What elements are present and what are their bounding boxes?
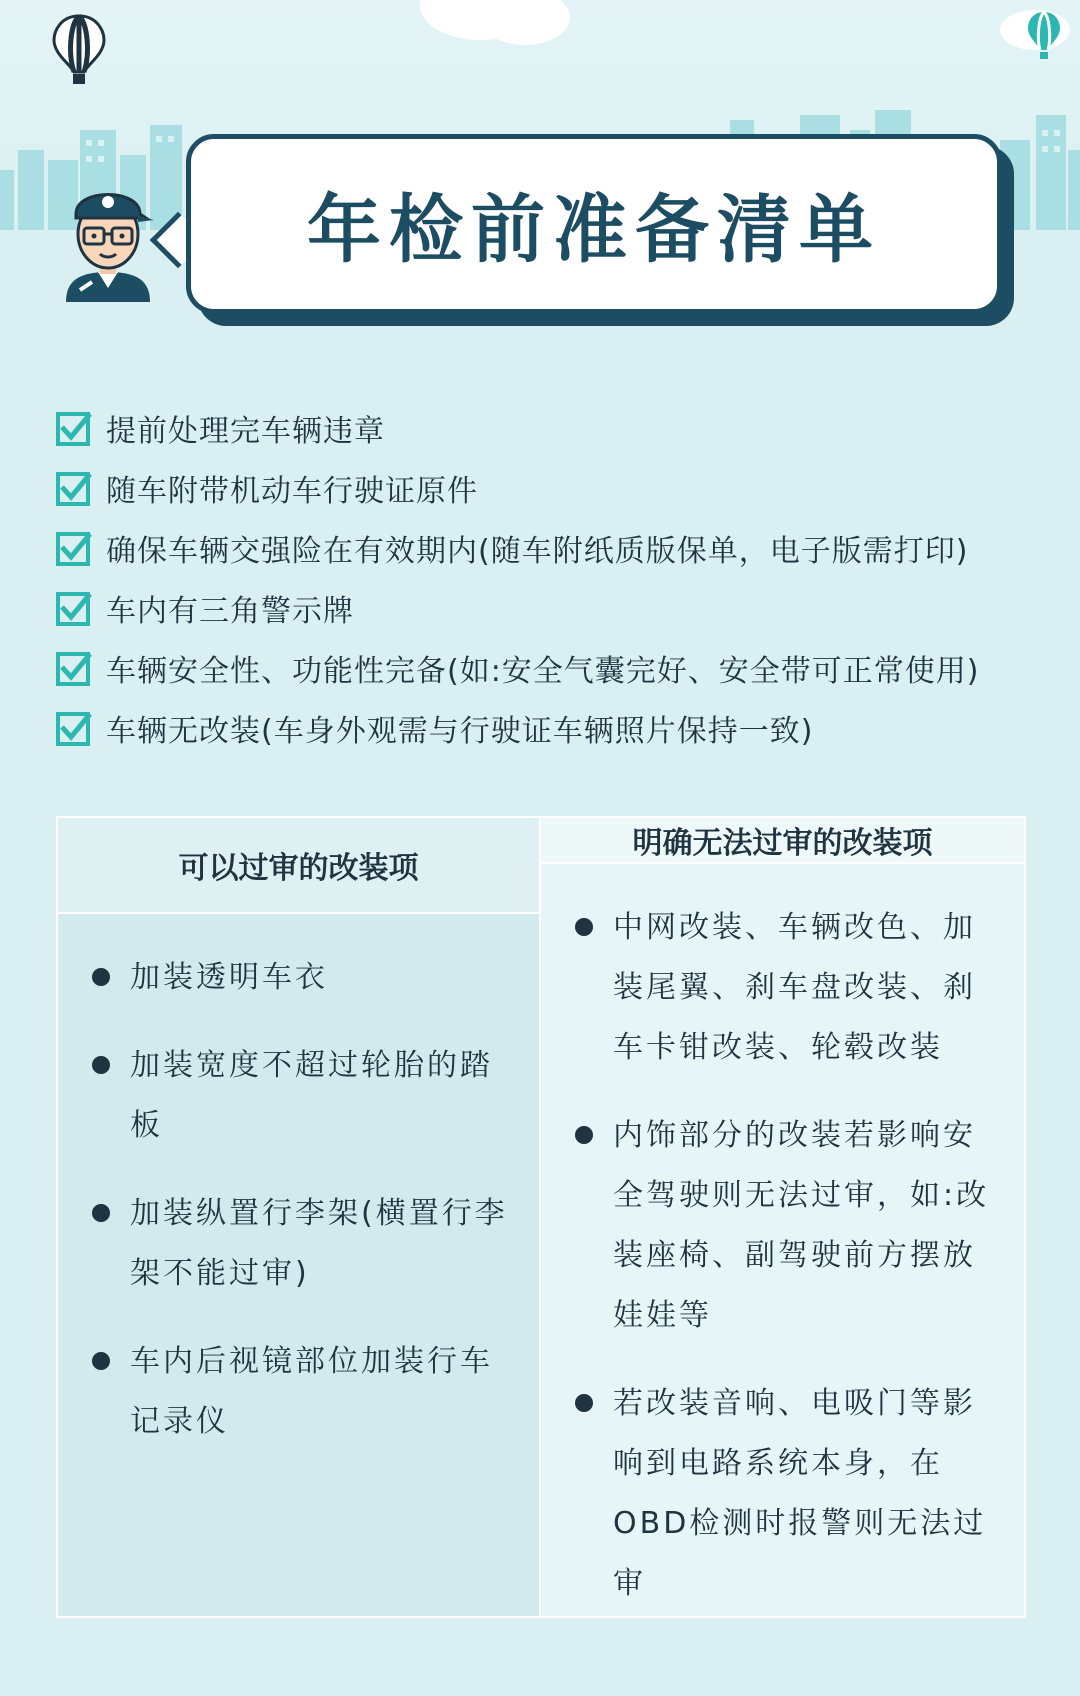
checklist-item [56,698,1056,758]
disallowed-column [541,818,1024,1616]
disallowed-list [541,864,1024,1642]
bullet-dot [92,1204,110,1222]
checklist-item [56,518,1056,578]
checklist-item-text: 车辆安全性、功能性完备(如:安全气囊完好、安全带可正常使用) [106,654,980,689]
mechanic-avatar [60,172,156,302]
list-item [92,1332,517,1452]
list-item-text: 若改装音响、电吸门等影响到电路系统本身，在OBD检测时报警则无法过审 [613,1386,987,1601]
bullet-dot [575,1126,593,1144]
modification-table [56,816,1026,1618]
checklist-item-text: 确保车辆交强险在有效期内(随车附纸质版保单，电子版需打印) [106,534,969,569]
checklist-item-text: 车辆无改装(车身外观需与行驶证车辆照片保持一致) [106,714,814,749]
list-item [92,1036,517,1156]
list-item [92,1184,517,1304]
list-item [92,948,517,1008]
checklist-item-text: 提前处理完车辆违章 [106,414,385,449]
disallowed-column-header: 明确无法过审的改装项 [541,818,1024,864]
checkbox-checked-icon [56,410,92,446]
checklist-item-text: 随车附带机动车行驶证原件 [106,474,478,509]
checkbox-checked-icon [56,590,92,626]
list-item-text: 加装宽度不超过轮胎的踏板 [130,1048,493,1143]
list-item [575,898,1002,1078]
checkbox-checked-icon [56,650,92,686]
checklist-item [56,458,1056,518]
checklist-item [56,638,1056,698]
list-item-text: 加装纵置行李架(横置行李架不能过审) [130,1196,508,1291]
header-card [186,134,1002,314]
list-item [575,1106,1002,1346]
list-item [575,1374,1002,1614]
hot-air-balloon-icon [52,14,106,86]
checklist-item [56,578,1056,638]
bullet-dot [92,1056,110,1074]
allowed-column-header: 可以过审的改装项 [58,818,539,914]
checkbox-checked-icon [56,530,92,566]
allowed-column [58,818,541,1616]
list-item-text: 中网改装、车辆改色、加装尾翼、刹车盘改装、刹车卡钳改装、轮毂改装 [613,910,976,1065]
bullet-dot [575,1394,593,1412]
checkbox-checked-icon [56,470,92,506]
bullet-dot [92,968,110,986]
checklist [56,398,1056,758]
page-title: 年检前准备清单 [307,187,881,273]
checklist-item [56,398,1056,458]
allowed-list [58,914,539,1480]
checklist-item-text: 车内有三角警示牌 [106,594,354,629]
list-item-text: 内饰部分的改装若影响安全驾驶则无法过审，如:改装座椅、副驾驶前方摆放娃娃等 [613,1118,990,1333]
hot-air-balloon-icon [1026,10,1062,62]
list-item-text: 车内后视镜部位加装行车记录仪 [130,1344,493,1439]
list-item-text: 加装透明车衣 [130,960,328,995]
bullet-dot [92,1352,110,1370]
bullet-dot [575,918,593,936]
checkbox-checked-icon [56,710,92,746]
